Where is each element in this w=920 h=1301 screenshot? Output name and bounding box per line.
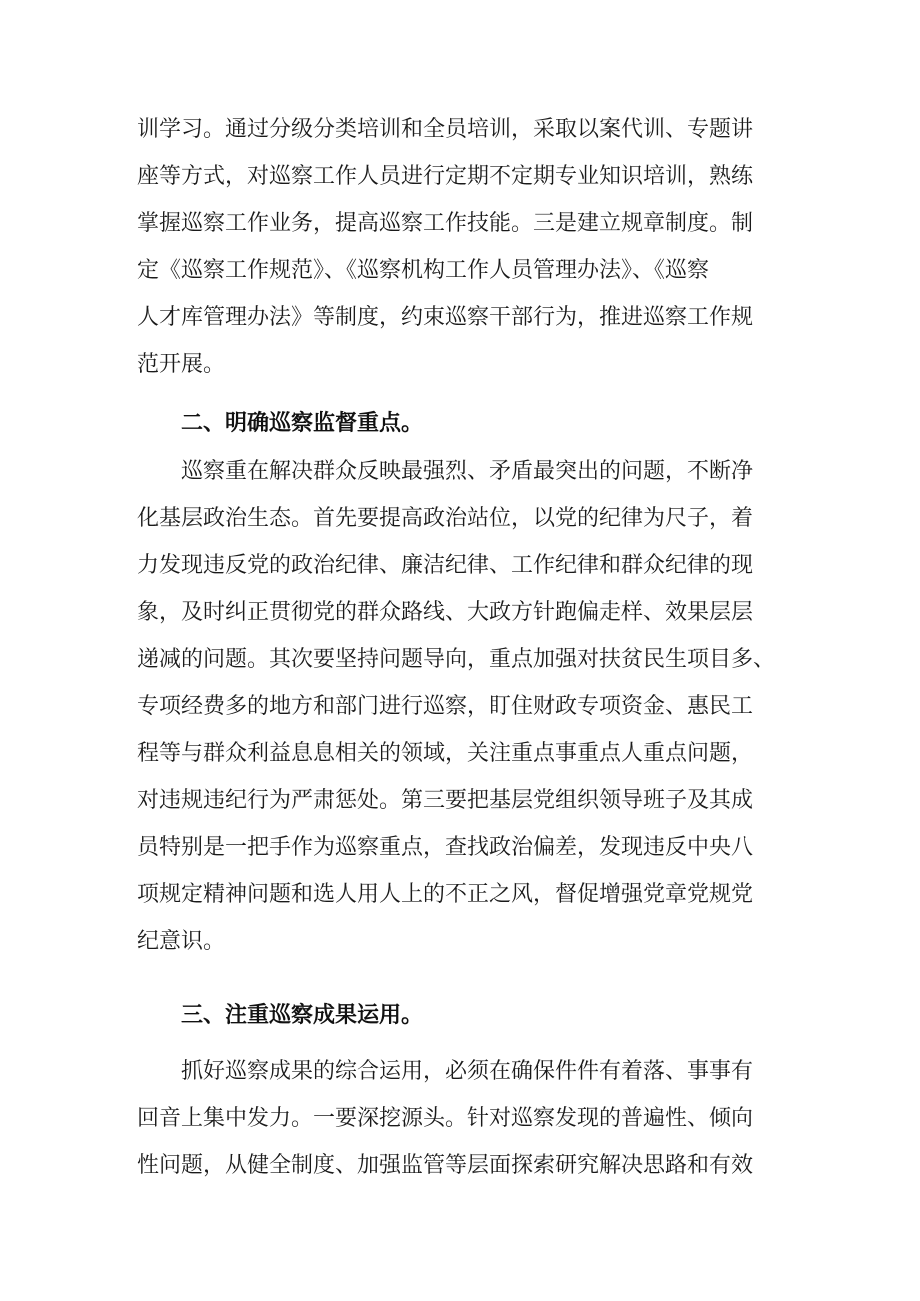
section-heading: 三、注重巡察成果运用。	[181, 1003, 424, 1028]
section-heading: 二、明确巡察监督重点。	[181, 411, 424, 436]
paragraph-line: 性问题，从健全制度、加强监管等层面探索研究解决思路和有效	[137, 1153, 754, 1178]
paragraph-line: 巡察重在解决群众反映最强烈、矛盾最突出的问题，不断净	[181, 459, 754, 484]
paragraph-line: 训学习。通过分级分类培训和全员培训，采取以案代训、专题讲	[137, 117, 754, 142]
paragraph-line: 回音上集中发力。一要深挖源头。针对巡察发现的普遍性、倾向	[137, 1106, 754, 1131]
paragraph-line: 对违规违纪行为严肃惩处。第三要把基层党组织领导班子及其成	[137, 788, 754, 813]
paragraph-line: 范开展。	[137, 352, 226, 377]
paragraph-line: 递减的问题。其次要坚持问题导向，重点加强对扶贫民生项目多、	[137, 647, 776, 672]
paragraph-line: 化基层政治生态。首先要提高政治站位，以党的纪律为尺子，着	[137, 506, 754, 531]
paragraph-line: 专项经费多的地方和部门进行巡察，盯住财政专项资金、惠民工	[137, 694, 754, 719]
paragraph-line: 力发现违反党的政治纪律、廉洁纪律、工作纪律和群众纪律的现	[137, 553, 754, 578]
paragraph-line: 象，及时纠正贯彻党的群众路线、大政方针跑偏走样、效果层层	[137, 600, 754, 625]
paragraph-line: 座等方式，对巡察工作人员进行定期不定期专业知识培训，熟练	[137, 164, 754, 189]
paragraph-line: 员特别是一把手作为巡察重点，查找政治偏差，发现违反中央八	[137, 835, 754, 860]
paragraph-line: 掌握巡察工作业务，提高巡察工作技能。三是建立规章制度。制	[137, 211, 754, 236]
paragraph-line: 程等与群众利益息息相关的领域，关注重点事重点人重点问题，	[137, 741, 754, 766]
paragraph-line: 抓好巡察成果的综合运用，必须在确保件件有着落、事事有	[181, 1059, 754, 1084]
paragraph-line: 纪意识。	[137, 929, 226, 954]
paragraph-line: 项规定精神问题和选人用人上的不正之风，督促增强党章党规党	[137, 882, 754, 907]
paragraph-line: 定《巡察工作规范》、《巡察机构工作人员管理办法》、《巡察	[137, 258, 710, 283]
paragraph-line: 人才库管理办法》等制度，约束巡察干部行为，推进巡察工作规	[137, 305, 754, 330]
